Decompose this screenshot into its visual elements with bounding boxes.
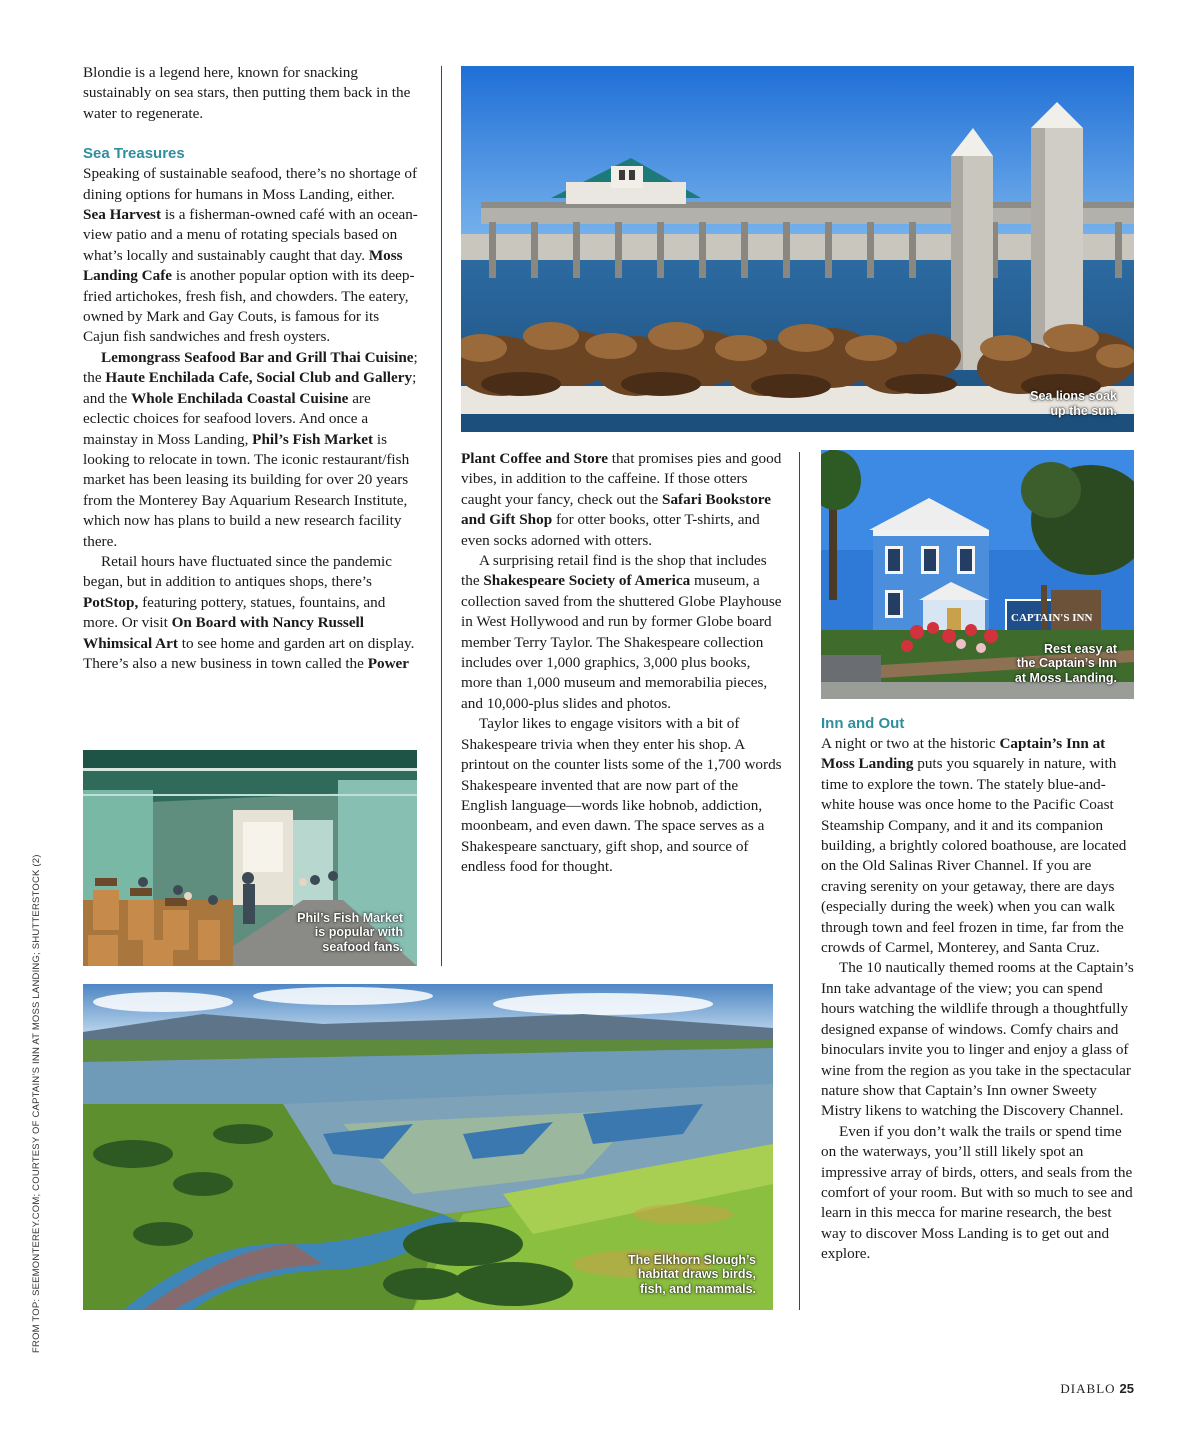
paragraph: Even if you don’t walk the trails or spend time on the waterways, you’ll still likely spot an impressive array of birds, otters, and seals from the comfort of your room. But with so much to see and learn in this mecca for marine research, the best way to discover Moss Landing is to get out and explore. bbox=[821, 1122, 1133, 1263]
caption-elkhorn-slough: The Elkhorn Slough’s habitat draws birds, fish, and mammals. bbox=[627, 1252, 756, 1296]
photo-elkhorn-slough bbox=[83, 984, 773, 1310]
page-number: 25 bbox=[1119, 1381, 1134, 1396]
photo-captains-inn bbox=[821, 450, 1134, 699]
section-heading-inn-and-out: Inn and Out bbox=[821, 715, 905, 732]
column-rule bbox=[799, 452, 800, 1310]
paragraph: The 10 nautically themed rooms at the Captain’s Inn take advantage of the view; you can spend hours watching the wildlife through a thoughtfully designed expanse of windows. Comfy chairs and binoculars invite you to linger and enjoy a glass of wine from the region as you take in the spectacular nature show that Captain’s Inn owner Sweety Mistry likens to watching the Discovery Channel. bbox=[821, 959, 1134, 1120]
business-name: Sea Harvest bbox=[83, 206, 162, 224]
inn-sign-text: CAPTAIN'S INN bbox=[1011, 612, 1093, 624]
page-folio bbox=[1060, 1381, 1134, 1397]
photo-phils-fish-market bbox=[83, 750, 417, 966]
paragraph: Taylor likes to engage visitors with a bit of Shakespeare trivia when they enter his shop. A printout on the counter lists some of the 1,700 words Shakespeare invented that are now part of the English language—words like hobnob, addiction, moonbeam, and even dawn. The space serves as a Shakespeare sanctuary, gift shop, and source of endless food for thought. bbox=[461, 715, 782, 876]
intro-paragraph: Blondie is a legend here, known for snacking sustainably on sea stars, then putting them back in the water to regenerate. bbox=[83, 64, 411, 122]
photo-credit: FROM TOP: SEEMONTEREY.COM; COURTESY OF CAPTAIN’S INN AT MOSS LANDING; SHUTTERSTOCK (2) bbox=[31, 854, 42, 1353]
column-1 bbox=[83, 63, 419, 674]
column-rule bbox=[441, 66, 442, 966]
column-2 bbox=[461, 449, 783, 878]
magazine-name: DIABLO bbox=[1060, 1381, 1116, 1396]
paragraph: A surprising retail find is the shop that includes the Shakespeare Society of America museum, a collection saved from the shuttered Globe Playhouse in West Hollywood and run by former Globe board member Terry Taylor. The Shakespeare collection includes over 1,000 graphics, 3,000 plus books, more than 1,000 museum and memorabilia pieces, and 10,000-plus slides and photos. bbox=[461, 552, 782, 712]
paragraph: Plant Coffee and Store that promises pies and good vibes, in addition to the caffeine. If those otters caught your fancy, check out the Safari Bookstore and Gift Shop for otter books, otter T-shirts, and even socks adorned with otters. bbox=[461, 450, 782, 549]
business-name: Plant Coffee and Store bbox=[461, 450, 608, 467]
paragraph: A night or two at the historic Captain’s Inn at Moss Landing puts you squarely in nature, with time to explore the town. The stately blue-and-white house was once home to the Pacific Coast Steamship Company, and it and its companion building, a brightly colored boathouse, are located on the Old Salinas River Channel. If you are craving serenity on your getaway, there are days (especially during the week) when you can walk through town and feel frozen in time, far from the crowds of Carmel, Monterey, and Santa Cruz. bbox=[821, 735, 1127, 957]
paragraph: Speaking of sustainable seafood, there’s no shortage of dining options for humans in Moss Landing, either. Sea Harvest is a fisherman-owned café with an ocean-view patio and a menu of rotating specials based on what’s locally and sustainably caught that day. Moss Landing Cafe is another popular option with its deep-fried artichokes, fresh fish, and chowders. The eatery, owned by Mark and Gay Couts, is famous for its Cajun fish sandwiches and fresh oysters. bbox=[83, 165, 418, 346]
business-name: Safari Bookstore and Gift Shop bbox=[461, 490, 771, 529]
paragraph: Retail hours have fluctuated since the pandemic began, but in addition to antiques shops, there’s PotStop, featuring pottery, statues, fountains, and more. Or visit On Board with Nancy Russell Whimsical Art to see home and garden art on display. There’s also a new business in town called the Power bbox=[83, 552, 415, 672]
section-heading-sea-treasures: Sea Treasures bbox=[83, 145, 185, 163]
caption-phils-fish-market: Phil’s Fish Market is popular with seafood fans. bbox=[297, 910, 403, 954]
column-3 bbox=[821, 714, 1137, 1265]
caption-sea-lions: Sea lions soak up the sun. bbox=[1030, 389, 1117, 418]
paragraph: Lemongrass Seafood Bar and Grill Thai Cuisine; the Haute Enchilada Cafe, Social Club and Gallery; and the Whole Enchilada Coastal Cuisine are eclectic choices for seafood lovers. And once a mainstay in Moss Landing, Phil’s Fish Market is looking to relocate in town. The iconic restaurant/fish market has been leasing its building for over 20 years from the Monterey Bay Aquarium Research Institute, which now has plans to build a new research facility there. bbox=[83, 348, 418, 550]
business-name: Moss Landing Cafe bbox=[83, 246, 403, 285]
photo-sea-lions bbox=[461, 66, 1134, 432]
business-name: Captain’s Inn at Moss Landing bbox=[821, 735, 1106, 773]
caption-captains-inn: Rest easy at the Captain’s Inn at Moss Landing. bbox=[1014, 641, 1117, 685]
